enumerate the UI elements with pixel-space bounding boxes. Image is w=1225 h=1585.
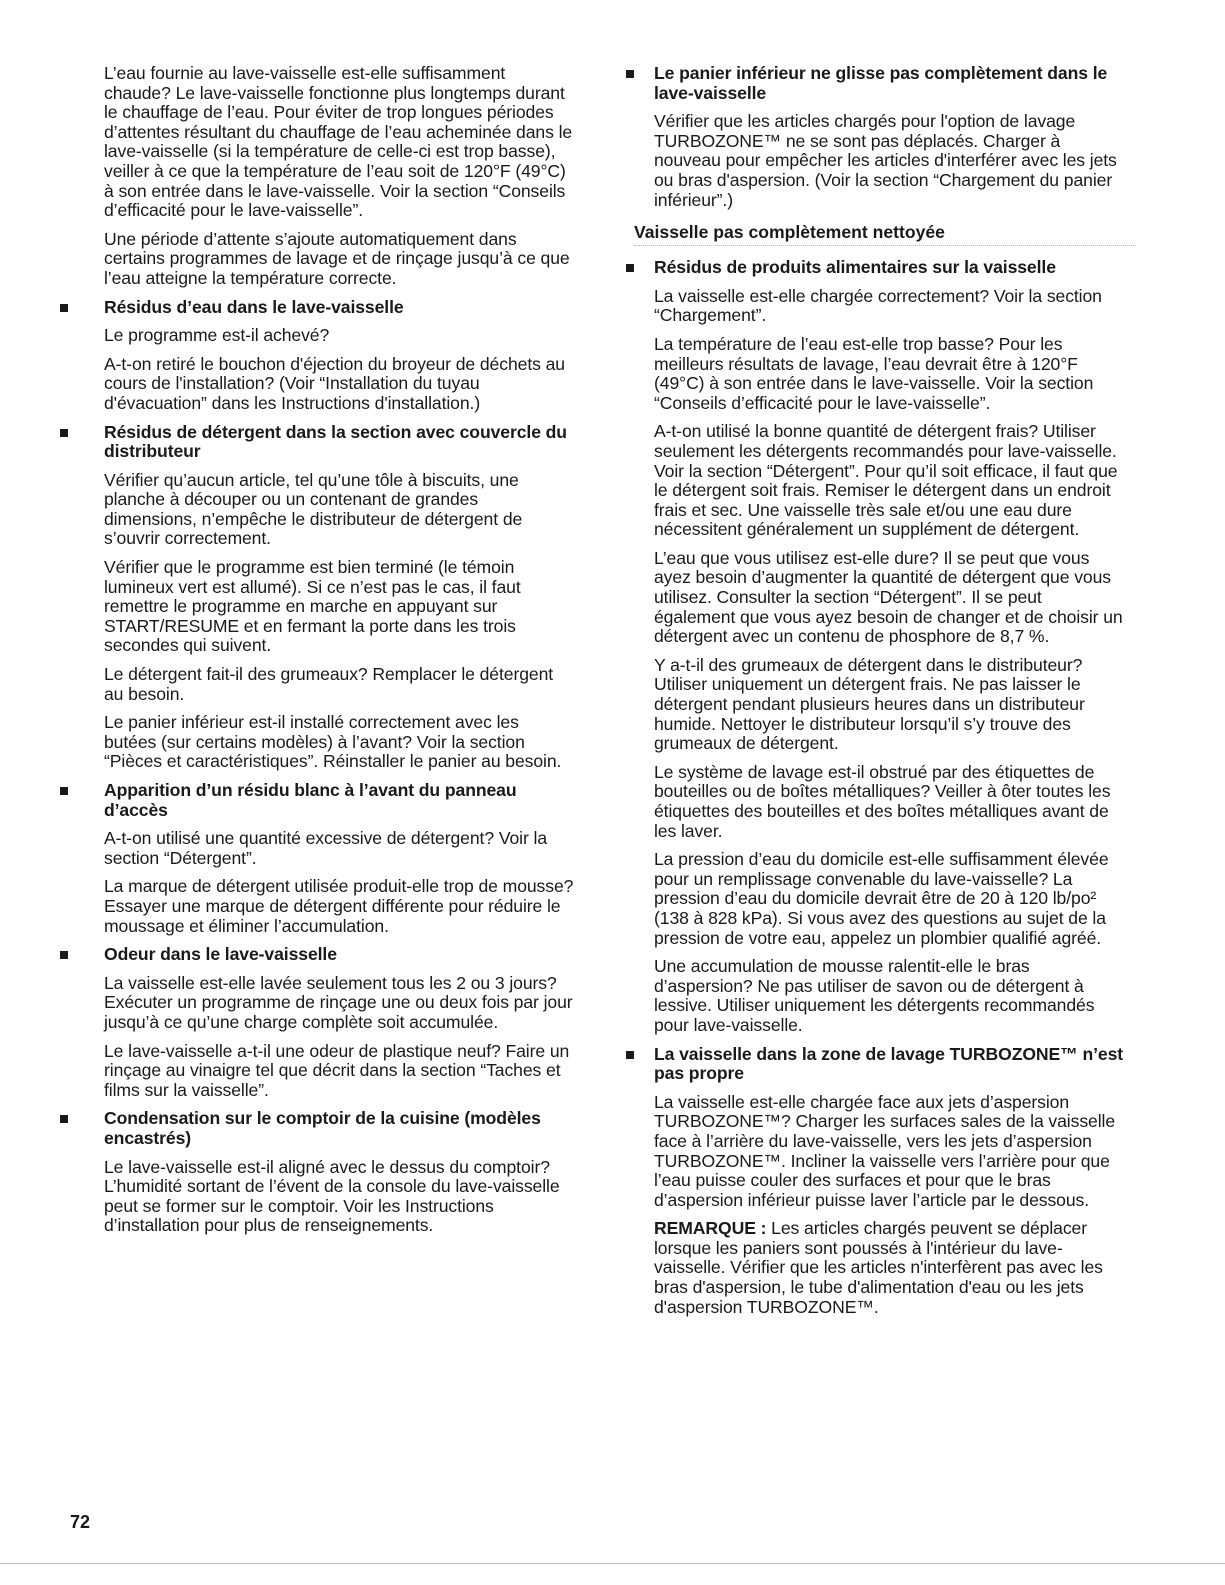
item-paragraph: Le détergent fait-il des grumeaux? Remplacer le détergent au besoin. bbox=[104, 664, 554, 704]
item-title: Condensation sur le comptoir de la cuisine (modèles encastrés) bbox=[104, 1108, 541, 1148]
item-paragraph: La vaisselle est-elle lavée seulement tous les 2 ou 3 jours? Exécuter un programme de rinçage une ou deux fois par jour jusqu’à ce qu’une charge complète soit accumulée. bbox=[104, 972, 573, 1032]
item-paragraph: A-t-on utilisé la bonne quantité de détergent frais? Utiliser seulement les détergents recommandés pour lave-vaisselle. Voir la section “Détergent”. Pour qu’il soit efficace, il faut que le détergent soit frais. Remiser le détergent dans un endroit frais et sec. Une vaisselle très sale et/ou une eau dure nécessitent généralement un supplément de détergent. bbox=[654, 421, 1118, 540]
section-heading bbox=[634, 220, 1126, 244]
left-column bbox=[104, 64, 574, 1245]
bullet-icon bbox=[626, 70, 634, 78]
item-paragraph: Une accumulation de mousse ralentit-elle le bras d’aspersion? Ne pas utiliser de savon ou de détergent à lessive. Utiliser uniquement les détergents recommandés pour lave-vaisselle. bbox=[654, 956, 1095, 1035]
troubleshooting-item-lower-basket bbox=[626, 64, 1126, 210]
bullet-icon bbox=[626, 264, 634, 272]
item-paragraph: La vaisselle est-elle chargée face aux jets d’aspersion TURBOZONE™? Charger les surfaces sales de la vaisselle face à l’arrière du lave-vaisselle, vers les jets d’aspersion TURBOZONE™. Incliner la vaisselle vers l’arrière pour que l’eau puisse couler des surfaces et pour que le bras d’aspersion inférieur puisse laver l’article par le dessous. bbox=[654, 1091, 1115, 1210]
item-paragraph: Vérifier que les articles chargés pour l'option de lavage TURBOZONE™ ne se sont pas déplacés. Charger à nouveau pour empêcher les articles d'interférer avec les jets ou bras d'aspersion. (Voir la section “Chargement du panier inférieur”.) bbox=[654, 111, 1117, 210]
note-text: Les articles chargés peuvent se déplacer lorsque les paniers sont poussés à l'intérieur du lave-vaisselle. Vérifier que les articles n'interfèrent pas avec les bras d'aspersion, le tube d'alimentation d'eau ou les jets d'aspersion TURBOZONE™. bbox=[654, 1218, 1103, 1317]
item-paragraph: Le lave-vaisselle a-t-il une odeur de plastique neuf? Faire un rinçage au vinaigre tel que décrit dans la section “Taches et films sur la vaisselle”. bbox=[104, 1040, 570, 1100]
item-paragraph: Vérifier qu’aucun article, tel qu’une tôle à biscuits, une planche à découper ou un contenant de grandes dimensions, n’empêche le distributeur de détergent de s’ouvrir correctement. bbox=[104, 469, 523, 549]
item-title: Résidus de produits alimentaires sur la vaisselle bbox=[654, 257, 1056, 278]
section-divider bbox=[634, 245, 1136, 246]
bullet-icon bbox=[60, 951, 68, 959]
item-paragraph: La marque de détergent utilisée produit-elle trop de mousse? Essayer une marque de détergent différente pour réduire le moussage et éliminer l’accumulation. bbox=[104, 876, 574, 936]
item-title: Résidus de détergent dans la section avec couvercle du distributeur bbox=[104, 421, 567, 462]
item-paragraph: Y a-t-il des grumeaux de détergent dans le distributeur? Utiliser uniquement un détergent frais. Ne pas laisser le détergent pendant plusieurs heures dans un distributeur humide. Nettoyer le distributeur lorsqu’il s’y trouve des grumeaux de détergent. bbox=[654, 654, 1085, 754]
item-paragraph: Le programme est-il achevé? bbox=[104, 325, 330, 346]
item-paragraph: A-t-on retiré le bouchon d'éjection du broyeur de déchets au cours de l'installation? (Voir “Installation du tuyau d'évacuation” dans les Instructions d'installation.) bbox=[104, 353, 565, 413]
troubleshooting-item-detergent-residue bbox=[104, 423, 574, 773]
page-bottom-rule bbox=[0, 1563, 1225, 1564]
bullet-icon bbox=[60, 429, 68, 437]
troubleshooting-item-water-residue bbox=[104, 298, 574, 414]
item-paragraph: La vaisselle est-elle chargée correctement? Voir la section “Chargement”. bbox=[654, 285, 1102, 326]
item-title: Odeur dans le lave-vaisselle bbox=[104, 944, 337, 965]
bullet-icon bbox=[626, 1051, 634, 1059]
page-number: 72 bbox=[70, 1512, 91, 1532]
item-paragraph: L’eau que vous utilisez est-elle dure? Il se peut que vous ayez besoin d’augmenter la quantité de détergent que vous utilisez. Consulter la section “Détergent”. Il se peut également que vous ayez besoin de changer et de choisir un détergent avec un contenu de phosphore de 8,7 %. bbox=[654, 547, 1123, 647]
intro-paragraph: L’eau fournie au lave-vaisselle est-elle suffisamment chaude? Le lave-vaisselle fonctionne plus longtemps durant le chauffage de l’eau. Pour éviter de trop longues périodes d’attentes résultant du chauffage de l’eau acheminée dans le lave-vaisselle (si la température de celle-ci est trop basse), veiller à ce que la température de l’eau soit de 120°F (49°C) à son entrée dans le lave-vaisselle. Voir la section “Conseils d’efficacité pour le lave-vaisselle”. bbox=[104, 63, 573, 221]
troubleshooting-item-condensation bbox=[104, 1109, 574, 1236]
item-paragraph: La température de l’eau est-elle trop basse? Pour les meilleurs résultats de lavage, l’eau devrait être à 120°F (49°C) à son entrée dans le lave-vaisselle. Voir la section “Conseils d’efficacité pour le lave-vaisselle”. bbox=[654, 333, 1094, 413]
bullet-icon bbox=[60, 1115, 68, 1123]
item-title: Le panier inférieur ne glisse pas complètement dans le lave-vaisselle bbox=[654, 63, 1108, 103]
item-title: La vaisselle dans la zone de lavage TURBOZONE™ n’est pas propre bbox=[654, 1043, 1124, 1084]
troubleshooting-item-white-residue bbox=[104, 781, 574, 936]
item-title: Apparition d’un résidu blanc à l’avant du panneau d’accès bbox=[104, 780, 517, 820]
item-paragraph: Le lave-vaisselle est-il aligné avec le dessus du comptoir? L’humidité sortant de l’évent de la console du lave-vaisselle peut se former sur le comptoir. Voir les Instructions d’installation pour plus de renseignements. bbox=[104, 1156, 560, 1236]
item-paragraph: La pression d’eau du domicile est-elle suffisamment élevée pour un remplissage convenable du lave-vaisselle? La pression d’eau du domicile devrait être de 20 à 120 lb/po² (138 à 828 kPa). Si vous avez des questions au sujet de la pression de votre eau, appelez un plombier qualifié agréé. bbox=[654, 849, 1109, 948]
bullet-icon bbox=[60, 304, 68, 312]
item-paragraph: Le panier inférieur est-il installé correctement avec les butées (sur certains modèles) à l’avant? Voir la section “Pièces et caractéristiques”. Réinstaller le panier au besoin. bbox=[104, 712, 562, 772]
note-paragraph bbox=[654, 1219, 1126, 1317]
item-paragraph: Le système de lavage est-il obstrué par des étiquettes de bouteilles ou de boîtes métalliques? Veiller à ôter toutes les étiquettes des bouteilles et des boîtes métalliques avant de les laver. bbox=[654, 761, 1111, 841]
bullet-icon bbox=[60, 787, 68, 795]
intro-paragraph: Une période d’attente s’ajoute automatiquement dans certains programmes de lavage et de rinçage jusqu’à ce que l’eau atteigne la température correcte. bbox=[104, 228, 570, 288]
right-column bbox=[626, 64, 1126, 1326]
troubleshooting-item-food-residue bbox=[626, 258, 1126, 1035]
item-paragraph: Vérifier que le programme est bien terminé (le témoin lumineux vert est allumé). Si ce n’est pas le cas, il faut remettre le programme en marche en appuyant sur START/RESUME et en fermant la porte dans les trois secondes qui suivent. bbox=[104, 557, 521, 656]
troubleshooting-item-turbozone bbox=[626, 1045, 1126, 1318]
note-label: REMARQUE : bbox=[654, 1218, 767, 1239]
item-paragraph: A-t-on utilisé une quantité excessive de détergent? Voir la section “Détergent”. bbox=[104, 828, 548, 868]
section-heading-text: Vaisselle pas complètement nettoyée bbox=[634, 222, 945, 243]
troubleshooting-item-odor bbox=[104, 945, 574, 1100]
item-title: Résidus d’eau dans le lave-vaisselle bbox=[104, 296, 404, 317]
